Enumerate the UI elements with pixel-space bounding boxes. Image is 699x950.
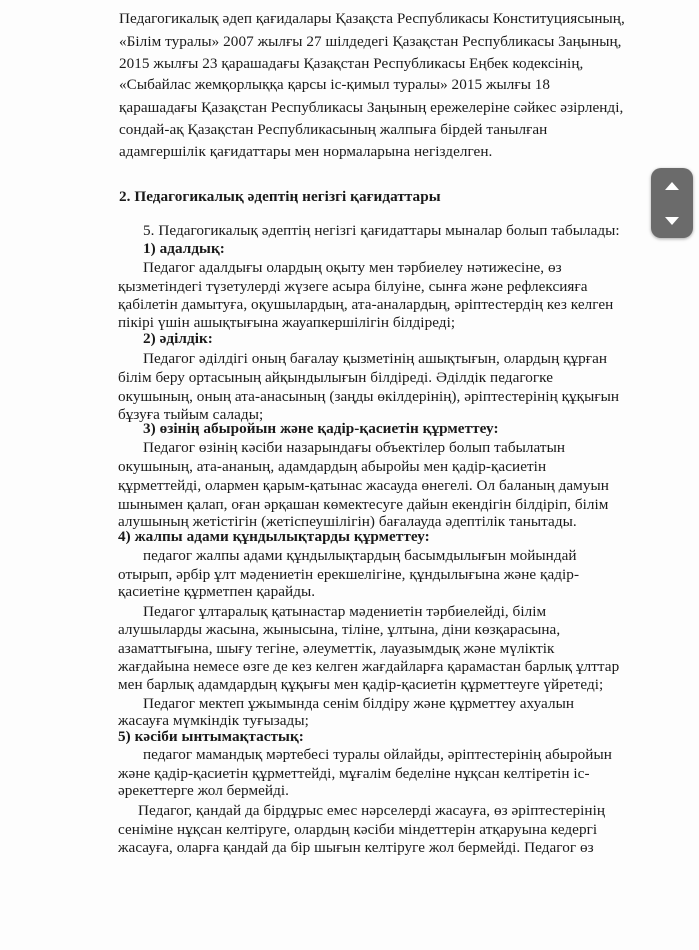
- paragraph-line: Педагог, қандай да бірдұрыс емес нәрселерді жасауға, өз әріптестерінің: [138, 802, 606, 819]
- paragraph-line: қабілетін дамытуға, оқушылардың, ата-аналардың, әріптестердің кез келген: [118, 296, 614, 313]
- paragraph-line: Педагог ұлтаралық қатынастар мәдениетін тәрбиелейді, білім: [143, 603, 547, 620]
- paragraph-line: қасиетіне құрметпен қарайды.: [118, 583, 316, 600]
- paragraph-line: әрекеттерге жол бермейді.: [118, 782, 289, 799]
- paragraph-line: отырып, әрбір ұлт мәдениетін ерекшелігіне, құндылығына және қадір-: [118, 566, 580, 583]
- page-scroll-widget: [651, 168, 693, 238]
- principle-title: 2) әділдік:: [143, 330, 213, 347]
- intro-line: сондай-ақ Қазақстан Республикасының жалпыға бірдей танылған: [119, 121, 548, 138]
- principle-title: 5) кәсіби ынтымақтастық:: [118, 728, 304, 745]
- intro-line: адамгершілік қағидаттары мен нормаларына негізделген.: [119, 143, 493, 160]
- chevron-down-icon: [664, 216, 680, 226]
- paragraph-line: Педагог өзінің кәсіби назарындағы объектілер болып табылатын: [143, 439, 565, 456]
- paragraph-line: жағдайына немесе өзге де кез келген жағдайларға қарамастан барлық ұлттар: [118, 658, 620, 675]
- chevron-up-icon: [664, 181, 680, 191]
- principle-title: 4) жалпы адами құндылықтарды құрметтеу:: [118, 528, 430, 545]
- point-intro: 5. Педагогикалық әдептің негізгі қағидаттары мыналар болып табылады:: [143, 222, 620, 239]
- scroll-up-button[interactable]: [651, 168, 693, 203]
- paragraph-line: жасауға мүмкіндік туғызады;: [118, 712, 309, 729]
- paragraph-line: жасауға, оларға қандай да бір шығын келтіруге жол бермейді. Педагог өз: [118, 839, 594, 856]
- intro-line: қарашадағы Қазақстан Республикасы Заңының ережелеріне сәйкес әзірленді,: [119, 99, 624, 116]
- scroll-down-button[interactable]: [651, 203, 693, 238]
- paragraph-line: бұзуға тыйым салады;: [118, 406, 264, 423]
- paragraph-line: және қадір-қасиетін құрметтейді, мұғалім беделіне нұқсан келтіретін іс-: [118, 765, 590, 782]
- paragraph-line: мен барлық адамдардың құқығы мен қадір-қасиетін құрметтеуге үйретеді;: [118, 676, 604, 693]
- paragraph-line: қызметіндегі түзетулерді жүзеге асыра білуіне, сынға және рефлексияға: [118, 278, 588, 295]
- paragraph-line: білім беру ортасының айқындылығын білдіреді. Әділдік педагогке: [118, 369, 554, 386]
- paragraph-line: Педагог әділдігі оның бағалау қызметінің ашықтығын, олардың құрған: [143, 350, 608, 367]
- intro-line: «Сыбайлас жемқорлыққа қарсы іс-қимыл туралы» 2015 жылғы 18: [119, 76, 551, 93]
- paragraph-line: алушыларды жасына, жынысына, тіліне, ұлтына, діни көзқарасына,: [118, 621, 561, 638]
- intro-line: Педагогикалық әдеп қағидалары Қазақста Республикасы Конституциясының,: [119, 10, 625, 27]
- paragraph-line: алушының жетістігін (жетіспеушілігін) бағалауда әдептілік танытады.: [118, 513, 577, 530]
- paragraph-line: құрметтейді, олармен қарым-қатынас жасауда өнегелі. Ол баланың дамуын: [118, 477, 609, 494]
- paragraph-line: окушының, оның ата-анасының (заңды өкілдерінің), әріптестерінің құқығын: [118, 388, 620, 405]
- paragraph-line: сеніміне нұқсан келтіруге, олардың кәсіби міндеттерін атқаруына кедергі: [118, 821, 598, 838]
- paragraph-line: окушының, ата-ананың, адамдардың абыройы мен қадір-қасиетін: [118, 458, 547, 475]
- paragraph-line: педагог жалпы адами құндылықтардың басымдылығын мойындай: [143, 547, 577, 564]
- section-heading: 2. Педагогикалық әдептің негізгі қағидаттары: [119, 188, 441, 205]
- paragraph-line: шынымен қалап, оған әрқашан көмектесуге дайын екендігін білдіріп, білім: [118, 496, 609, 513]
- intro-line: 2015 жылғы 23 қарашадағы Қазақстан Республикасы Еңбек кодексінің,: [119, 55, 584, 72]
- intro-line: «Білім туралы» 2007 жылғы 27 шілдедегі Қазақстан Республикасы Заңының,: [119, 33, 622, 50]
- principle-title: 3) өзінің абыройын және қадір-қасиетін құрметтеу:: [143, 420, 499, 437]
- paragraph-line: пікірі үшін ашықтығына жауапкершілігін білдіреді;: [118, 314, 456, 331]
- paragraph-line: азаматтығына, шығу тегіне, әлеуметтік, лауазымдық және мүліктік: [118, 640, 555, 657]
- paragraph-line: педагог мамандық мәртебесі туралы ойлайды, әріптестерінің абыройын: [143, 746, 612, 763]
- paragraph-line: Педагог мектеп ұжымында сенім білдіру және құрметтеу ахуалын: [143, 695, 575, 712]
- principle-title: 1) адалдық:: [143, 240, 225, 257]
- paragraph-line: Педагог адалдығы олардың оқыту мен тәрбиелеу нәтижесіне, өз: [143, 259, 562, 276]
